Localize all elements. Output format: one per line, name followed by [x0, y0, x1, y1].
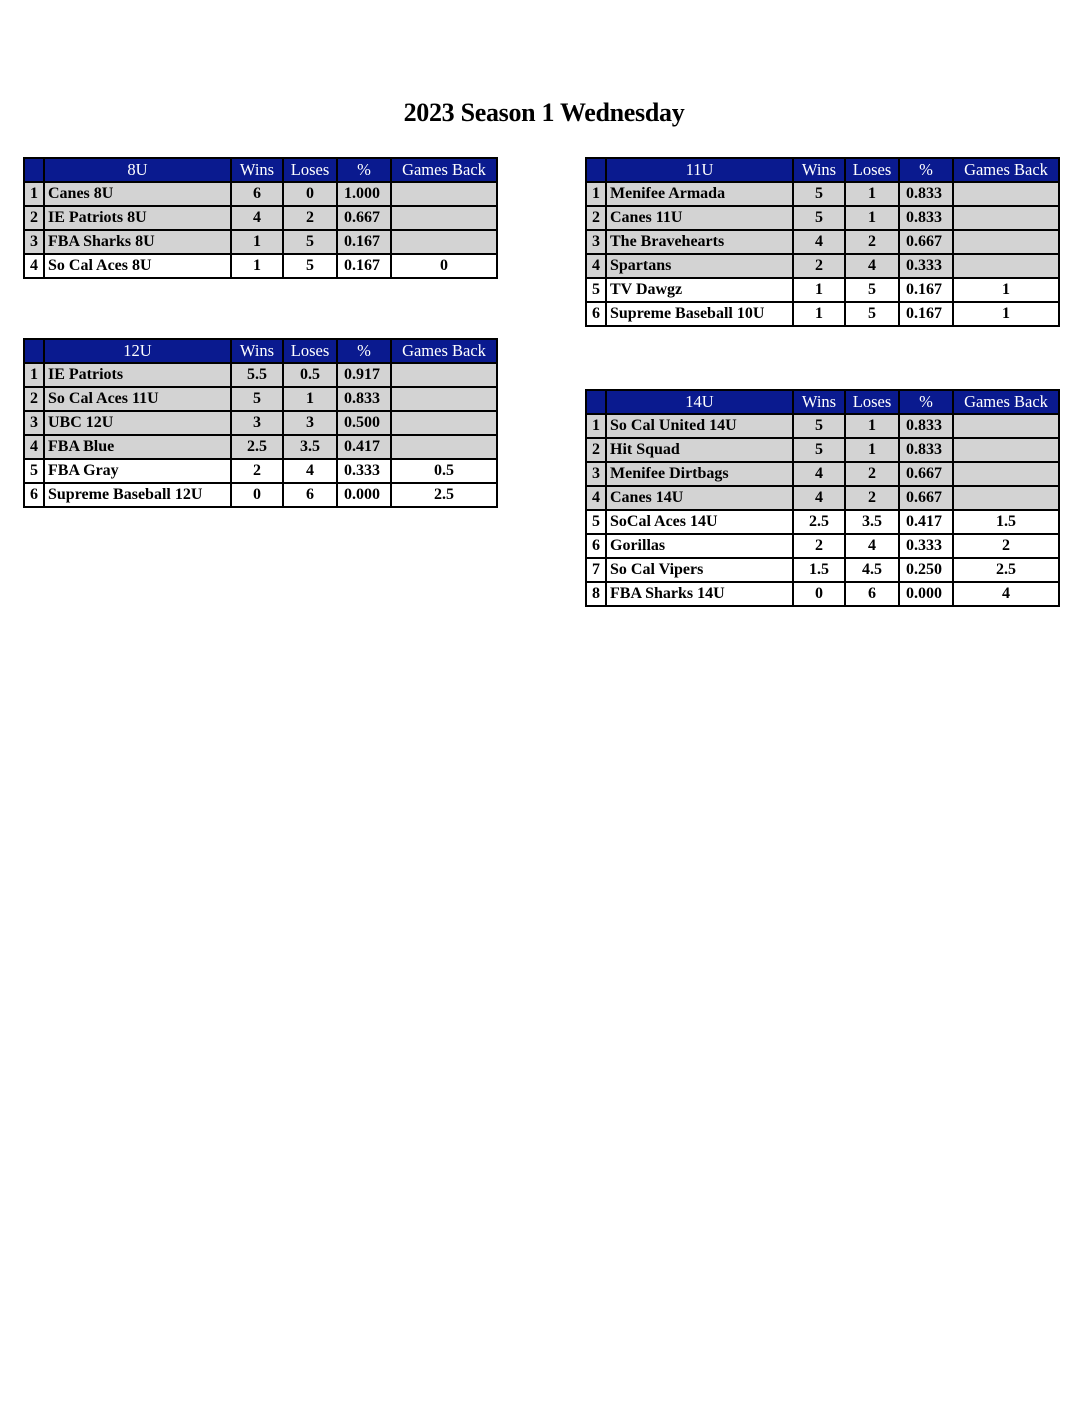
games-back-cell [391, 435, 497, 459]
loses-cell: 3.5 [283, 435, 337, 459]
loses-cell: 5 [283, 254, 337, 278]
standings-table-14u [585, 389, 1060, 607]
rank-cell: 1 [586, 414, 606, 438]
table-row [586, 230, 1059, 254]
rank-cell: 6 [586, 534, 606, 558]
team-name-cell: Gorillas [606, 534, 793, 558]
loses-header: Loses [283, 339, 337, 363]
loses-cell: 6 [283, 483, 337, 507]
wins-cell: 6 [231, 182, 283, 206]
loses-cell: 6 [845, 582, 899, 606]
pct-cell: 0.333 [899, 254, 953, 278]
wins-cell: 0 [231, 483, 283, 507]
wins-header: Wins [793, 390, 845, 414]
header-row [586, 390, 1059, 414]
games-back-cell: 1 [953, 302, 1059, 326]
pct-cell: 0.250 [899, 558, 953, 582]
games-back-cell [953, 230, 1059, 254]
team-name-cell: The Bravehearts [606, 230, 793, 254]
wins-cell: 5 [231, 387, 283, 411]
team-name-cell: So Cal United 14U [606, 414, 793, 438]
table-row [586, 182, 1059, 206]
rank-header [24, 339, 44, 363]
team-name-cell: IE Patriots 8U [44, 206, 231, 230]
pct-cell: 0.167 [899, 302, 953, 326]
wins-header: Wins [231, 339, 283, 363]
games-back-cell [391, 411, 497, 435]
games-back-cell: 2.5 [391, 483, 497, 507]
rank-cell: 6 [24, 483, 44, 507]
loses-cell: 1 [845, 414, 899, 438]
games-back-cell: 0 [391, 254, 497, 278]
rank-cell: 4 [586, 254, 606, 278]
pct-cell: 0.167 [899, 278, 953, 302]
team-name-cell: Canes 8U [44, 182, 231, 206]
table-row [586, 534, 1059, 558]
pct-cell: 0.667 [337, 206, 391, 230]
table-row [586, 414, 1059, 438]
table-row [24, 254, 497, 278]
rank-header [24, 158, 44, 182]
loses-cell: 1 [845, 206, 899, 230]
wins-cell: 2.5 [231, 435, 283, 459]
games-back-cell [391, 387, 497, 411]
standings-table-12u [23, 338, 498, 508]
loses-cell: 2 [845, 230, 899, 254]
team-name-cell: Canes 14U [606, 486, 793, 510]
team-name-cell: TV Dawgz [606, 278, 793, 302]
games-back-cell [953, 414, 1059, 438]
team-name-cell: Hit Squad [606, 438, 793, 462]
loses-cell: 4 [283, 459, 337, 483]
table-row [586, 558, 1059, 582]
division-name: 12U [44, 339, 231, 363]
table-row [24, 387, 497, 411]
pct-cell: 0.500 [337, 411, 391, 435]
rank-cell: 1 [24, 363, 44, 387]
games-back-header: Games Back [391, 339, 497, 363]
team-name-cell: Menifee Dirtbags [606, 462, 793, 486]
games-back-cell [953, 462, 1059, 486]
team-name-cell: Canes 11U [606, 206, 793, 230]
rank-cell: 5 [24, 459, 44, 483]
games-back-cell: 2.5 [953, 558, 1059, 582]
pct-header: % [337, 158, 391, 182]
pct-cell: 0.167 [337, 230, 391, 254]
loses-cell: 3.5 [845, 510, 899, 534]
team-name-cell: So Cal Aces 8U [44, 254, 231, 278]
games-back-cell: 1 [953, 278, 1059, 302]
wins-header: Wins [793, 158, 845, 182]
games-back-cell [391, 206, 497, 230]
table-row [586, 438, 1059, 462]
rank-cell: 2 [586, 206, 606, 230]
wins-cell: 2 [793, 534, 845, 558]
team-name-cell: So Cal Vipers [606, 558, 793, 582]
header-row [24, 158, 497, 182]
rank-cell: 5 [586, 278, 606, 302]
team-name-cell: Supreme Baseball 10U [606, 302, 793, 326]
loses-header: Loses [283, 158, 337, 182]
rank-cell: 4 [586, 486, 606, 510]
pct-cell: 0.917 [337, 363, 391, 387]
team-name-cell: FBA Sharks 14U [606, 582, 793, 606]
wins-cell: 4 [793, 230, 845, 254]
games-back-cell [953, 206, 1059, 230]
team-name-cell: Menifee Armada [606, 182, 793, 206]
team-name-cell: FBA Gray [44, 459, 231, 483]
team-name-cell: IE Patriots [44, 363, 231, 387]
games-back-cell [953, 486, 1059, 510]
rank-cell: 5 [586, 510, 606, 534]
wins-cell: 2.5 [793, 510, 845, 534]
standings-table-8u [23, 157, 498, 279]
standings-table-11u [585, 157, 1060, 327]
rank-cell: 3 [24, 230, 44, 254]
wins-cell: 1.5 [793, 558, 845, 582]
table-row [586, 582, 1059, 606]
header-row [24, 339, 497, 363]
wins-cell: 3 [231, 411, 283, 435]
wins-cell: 4 [231, 206, 283, 230]
loses-header: Loses [845, 390, 899, 414]
table-row [586, 254, 1059, 278]
pct-cell: 0.667 [899, 462, 953, 486]
wins-cell: 5 [793, 414, 845, 438]
games-back-header: Games Back [953, 390, 1059, 414]
rank-cell: 2 [24, 387, 44, 411]
wins-cell: 5.5 [231, 363, 283, 387]
wins-cell: 4 [793, 462, 845, 486]
wins-cell: 5 [793, 182, 845, 206]
table-row [24, 483, 497, 507]
wins-header: Wins [231, 158, 283, 182]
pct-header: % [899, 158, 953, 182]
table-row [586, 206, 1059, 230]
team-name-cell: So Cal Aces 11U [44, 387, 231, 411]
team-name-cell: FBA Sharks 8U [44, 230, 231, 254]
wins-cell: 5 [793, 438, 845, 462]
wins-cell: 4 [793, 486, 845, 510]
loses-cell: 4 [845, 254, 899, 278]
loses-cell: 4.5 [845, 558, 899, 582]
rank-cell: 2 [24, 206, 44, 230]
loses-cell: 1 [845, 438, 899, 462]
table-row [586, 486, 1059, 510]
wins-cell: 1 [793, 302, 845, 326]
games-back-cell [391, 363, 497, 387]
games-back-header: Games Back [391, 158, 497, 182]
loses-header: Loses [845, 158, 899, 182]
pct-cell: 0.417 [899, 510, 953, 534]
games-back-cell [391, 230, 497, 254]
rank-cell: 4 [24, 435, 44, 459]
rank-cell: 1 [24, 182, 44, 206]
division-name: 8U [44, 158, 231, 182]
rank-cell: 8 [586, 582, 606, 606]
loses-cell: 5 [845, 278, 899, 302]
table-row [24, 182, 497, 206]
team-name-cell: Spartans [606, 254, 793, 278]
rank-cell: 2 [586, 438, 606, 462]
table-row [24, 230, 497, 254]
rank-cell: 3 [586, 230, 606, 254]
header-row [586, 158, 1059, 182]
games-back-cell [953, 182, 1059, 206]
pct-cell: 0.833 [337, 387, 391, 411]
loses-cell: 2 [283, 206, 337, 230]
pct-cell: 0.667 [899, 486, 953, 510]
games-back-cell [953, 438, 1059, 462]
loses-cell: 2 [845, 462, 899, 486]
team-name-cell: Supreme Baseball 12U [44, 483, 231, 507]
games-back-cell [953, 254, 1059, 278]
table-row [24, 459, 497, 483]
games-back-cell: 4 [953, 582, 1059, 606]
loses-cell: 3 [283, 411, 337, 435]
pct-cell: 0.167 [337, 254, 391, 278]
games-back-cell: 1.5 [953, 510, 1059, 534]
rank-cell: 4 [24, 254, 44, 278]
wins-cell: 2 [231, 459, 283, 483]
team-name-cell: SoCal Aces 14U [606, 510, 793, 534]
wins-cell: 1 [793, 278, 845, 302]
table-row [586, 462, 1059, 486]
division-name: 14U [606, 390, 793, 414]
pct-cell: 0.833 [899, 182, 953, 206]
table-row [586, 510, 1059, 534]
table-row [24, 435, 497, 459]
pct-cell: 0.417 [337, 435, 391, 459]
games-back-cell: 0.5 [391, 459, 497, 483]
pct-cell: 0.833 [899, 206, 953, 230]
pct-header: % [337, 339, 391, 363]
loses-cell: 4 [845, 534, 899, 558]
rank-cell: 3 [586, 462, 606, 486]
pct-cell: 0.833 [899, 438, 953, 462]
games-back-cell: 2 [953, 534, 1059, 558]
rank-header [586, 158, 606, 182]
table-row [24, 411, 497, 435]
loses-cell: 0.5 [283, 363, 337, 387]
rank-cell: 6 [586, 302, 606, 326]
wins-cell: 1 [231, 254, 283, 278]
table-row [24, 363, 497, 387]
wins-cell: 0 [793, 582, 845, 606]
wins-cell: 2 [793, 254, 845, 278]
loses-cell: 0 [283, 182, 337, 206]
pct-cell: 0.833 [899, 414, 953, 438]
wins-cell: 1 [231, 230, 283, 254]
team-name-cell: FBA Blue [44, 435, 231, 459]
games-back-header: Games Back [953, 158, 1059, 182]
team-name-cell: UBC 12U [44, 411, 231, 435]
rank-cell: 1 [586, 182, 606, 206]
loses-cell: 1 [283, 387, 337, 411]
wins-cell: 5 [793, 206, 845, 230]
pct-cell: 0.333 [337, 459, 391, 483]
rank-cell: 3 [24, 411, 44, 435]
pct-cell: 1.000 [337, 182, 391, 206]
pct-cell: 0.667 [899, 230, 953, 254]
table-row [24, 206, 497, 230]
loses-cell: 5 [283, 230, 337, 254]
loses-cell: 2 [845, 486, 899, 510]
loses-cell: 5 [845, 302, 899, 326]
games-back-cell [391, 182, 497, 206]
pct-header: % [899, 390, 953, 414]
rank-cell: 7 [586, 558, 606, 582]
division-name: 11U [606, 158, 793, 182]
table-row [586, 278, 1059, 302]
pct-cell: 0.000 [899, 582, 953, 606]
loses-cell: 1 [845, 182, 899, 206]
page-title: 2023 Season 1 Wednesday [403, 98, 685, 127]
pct-cell: 0.333 [899, 534, 953, 558]
pct-cell: 0.000 [337, 483, 391, 507]
table-row [586, 302, 1059, 326]
rank-header [586, 390, 606, 414]
